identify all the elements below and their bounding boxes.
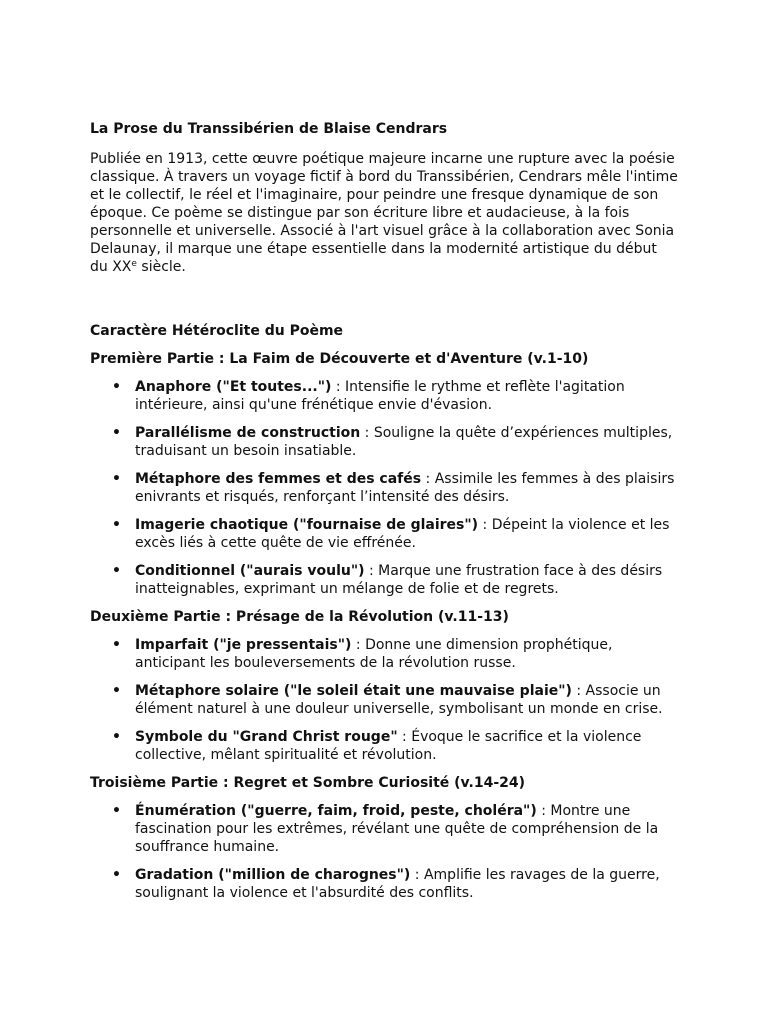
bullet-icon: •: [112, 637, 121, 653]
item-term: Conditionnel ("aurais voulu"): [135, 563, 365, 579]
list-item: [90, 470, 678, 506]
list-item: [90, 636, 678, 672]
list-item: [90, 516, 678, 552]
item-desc: : Souligne la quête d’expériences multiples, traduisant un besoin insatiable.: [135, 425, 673, 459]
item-desc: : Évoque le sacrifice et la violence collective, mêlant spiritualité et révolution.: [135, 729, 642, 763]
section-title: Caractère Hétéroclite du Poème: [90, 323, 344, 339]
item-term: Symbole du "Grand Christ rouge": [135, 729, 398, 745]
item-desc: : Marque une frustration face à des désirs inatteignables, exprimant un mélange de folie et de regrets.: [135, 563, 663, 597]
item-term: Parallélisme de construction: [135, 425, 361, 441]
part-heading: Troisième Partie : Regret et Sombre Curiosité (v.14-24): [90, 775, 526, 791]
item-term: Anaphore ("Et toutes..."): [135, 379, 332, 395]
list-item: [90, 378, 678, 414]
bullet-icon: •: [112, 867, 121, 883]
part-heading: Première Partie : La Faim de Découverte et d'Aventure (v.1-10): [90, 351, 589, 367]
list-item: [90, 562, 678, 598]
item-desc: : Intensifie le rythme et reflète l'agitation intérieure, ainsi qu'une frénétique envie d'évasion.: [135, 379, 625, 413]
document-title: La Prose du Transsibérien de Blaise Cendrars: [90, 121, 448, 137]
part-heading: Deuxième Partie : Présage de la Révolution (v.11-13): [90, 609, 509, 625]
list-item: [90, 866, 678, 902]
item-term: Métaphore solaire ("le soleil était une mauvaise plaie"): [135, 683, 572, 699]
list-item: [90, 728, 678, 764]
item-desc: : Dépeint la violence et les excès liés à cette quête de vie effrénée.: [135, 517, 670, 551]
item-term: Gradation ("million de charognes"): [135, 867, 411, 883]
bullet-icon: •: [112, 425, 121, 441]
intro-text: Publiée en 1913, cette œuvre poétique majeure incarne une rupture avec la poésie classique. À travers un voyage fictif à bord du Transsibérien, Cendrars mêle l'intime et le collectif, le réel et l'imaginaire, pour peindre une fresque dynamique de son époque. Ce poème se distingue par son écriture libre et audacieuse, à la fois personnelle et universelle. Associé à l'art visuel grâce à la collaboration avec Sonia Delaunay, il marque une étape essentielle dans la modernité artistique du début du XX: [90, 151, 678, 275]
bullet-icon: •: [112, 683, 121, 699]
item-desc: : Donne une dimension prophétique, anticipant les bouleversements de la révolution russe.: [135, 637, 613, 671]
list-item: [90, 682, 678, 718]
item-desc: : Associe un élément naturel à une douleur universelle, symbolisant un monde en crise.: [135, 683, 663, 717]
item-term: Métaphore des femmes et des cafés: [135, 471, 422, 487]
bullet-icon: •: [112, 803, 121, 819]
item-desc: : Montre une fascination pour les extrêmes, révélant une quête de compréhension de la souffrance humaine.: [135, 803, 659, 855]
item-desc: : Amplifie les ravages de la guerre, soulignant la violence et l'absurdité des conflits.: [135, 867, 660, 901]
intro-paragraph: [90, 150, 678, 276]
item-desc: : Assimile les femmes à des plaisirs enivrants et risqués, renforçant l’intensité des désirs.: [135, 471, 675, 505]
bullet-icon: •: [112, 517, 121, 533]
part-list: [90, 636, 678, 764]
item-term: Imparfait ("je pressentais"): [135, 637, 352, 653]
bullet-icon: •: [112, 729, 121, 745]
item-term: Énumération ("guerre, faim, froid, peste, choléra"): [135, 803, 537, 819]
list-item: [90, 424, 678, 460]
bullet-icon: •: [112, 563, 121, 579]
bullet-icon: •: [112, 379, 121, 395]
intro-superscript: e: [131, 259, 137, 269]
list-item: [90, 802, 678, 856]
item-term: Imagerie chaotique ("fournaise de glaires"): [135, 517, 479, 533]
part-list: [90, 802, 678, 902]
intro-text-end: siècle.: [136, 259, 186, 275]
part-list: [90, 378, 678, 598]
bullet-icon: •: [112, 471, 121, 487]
